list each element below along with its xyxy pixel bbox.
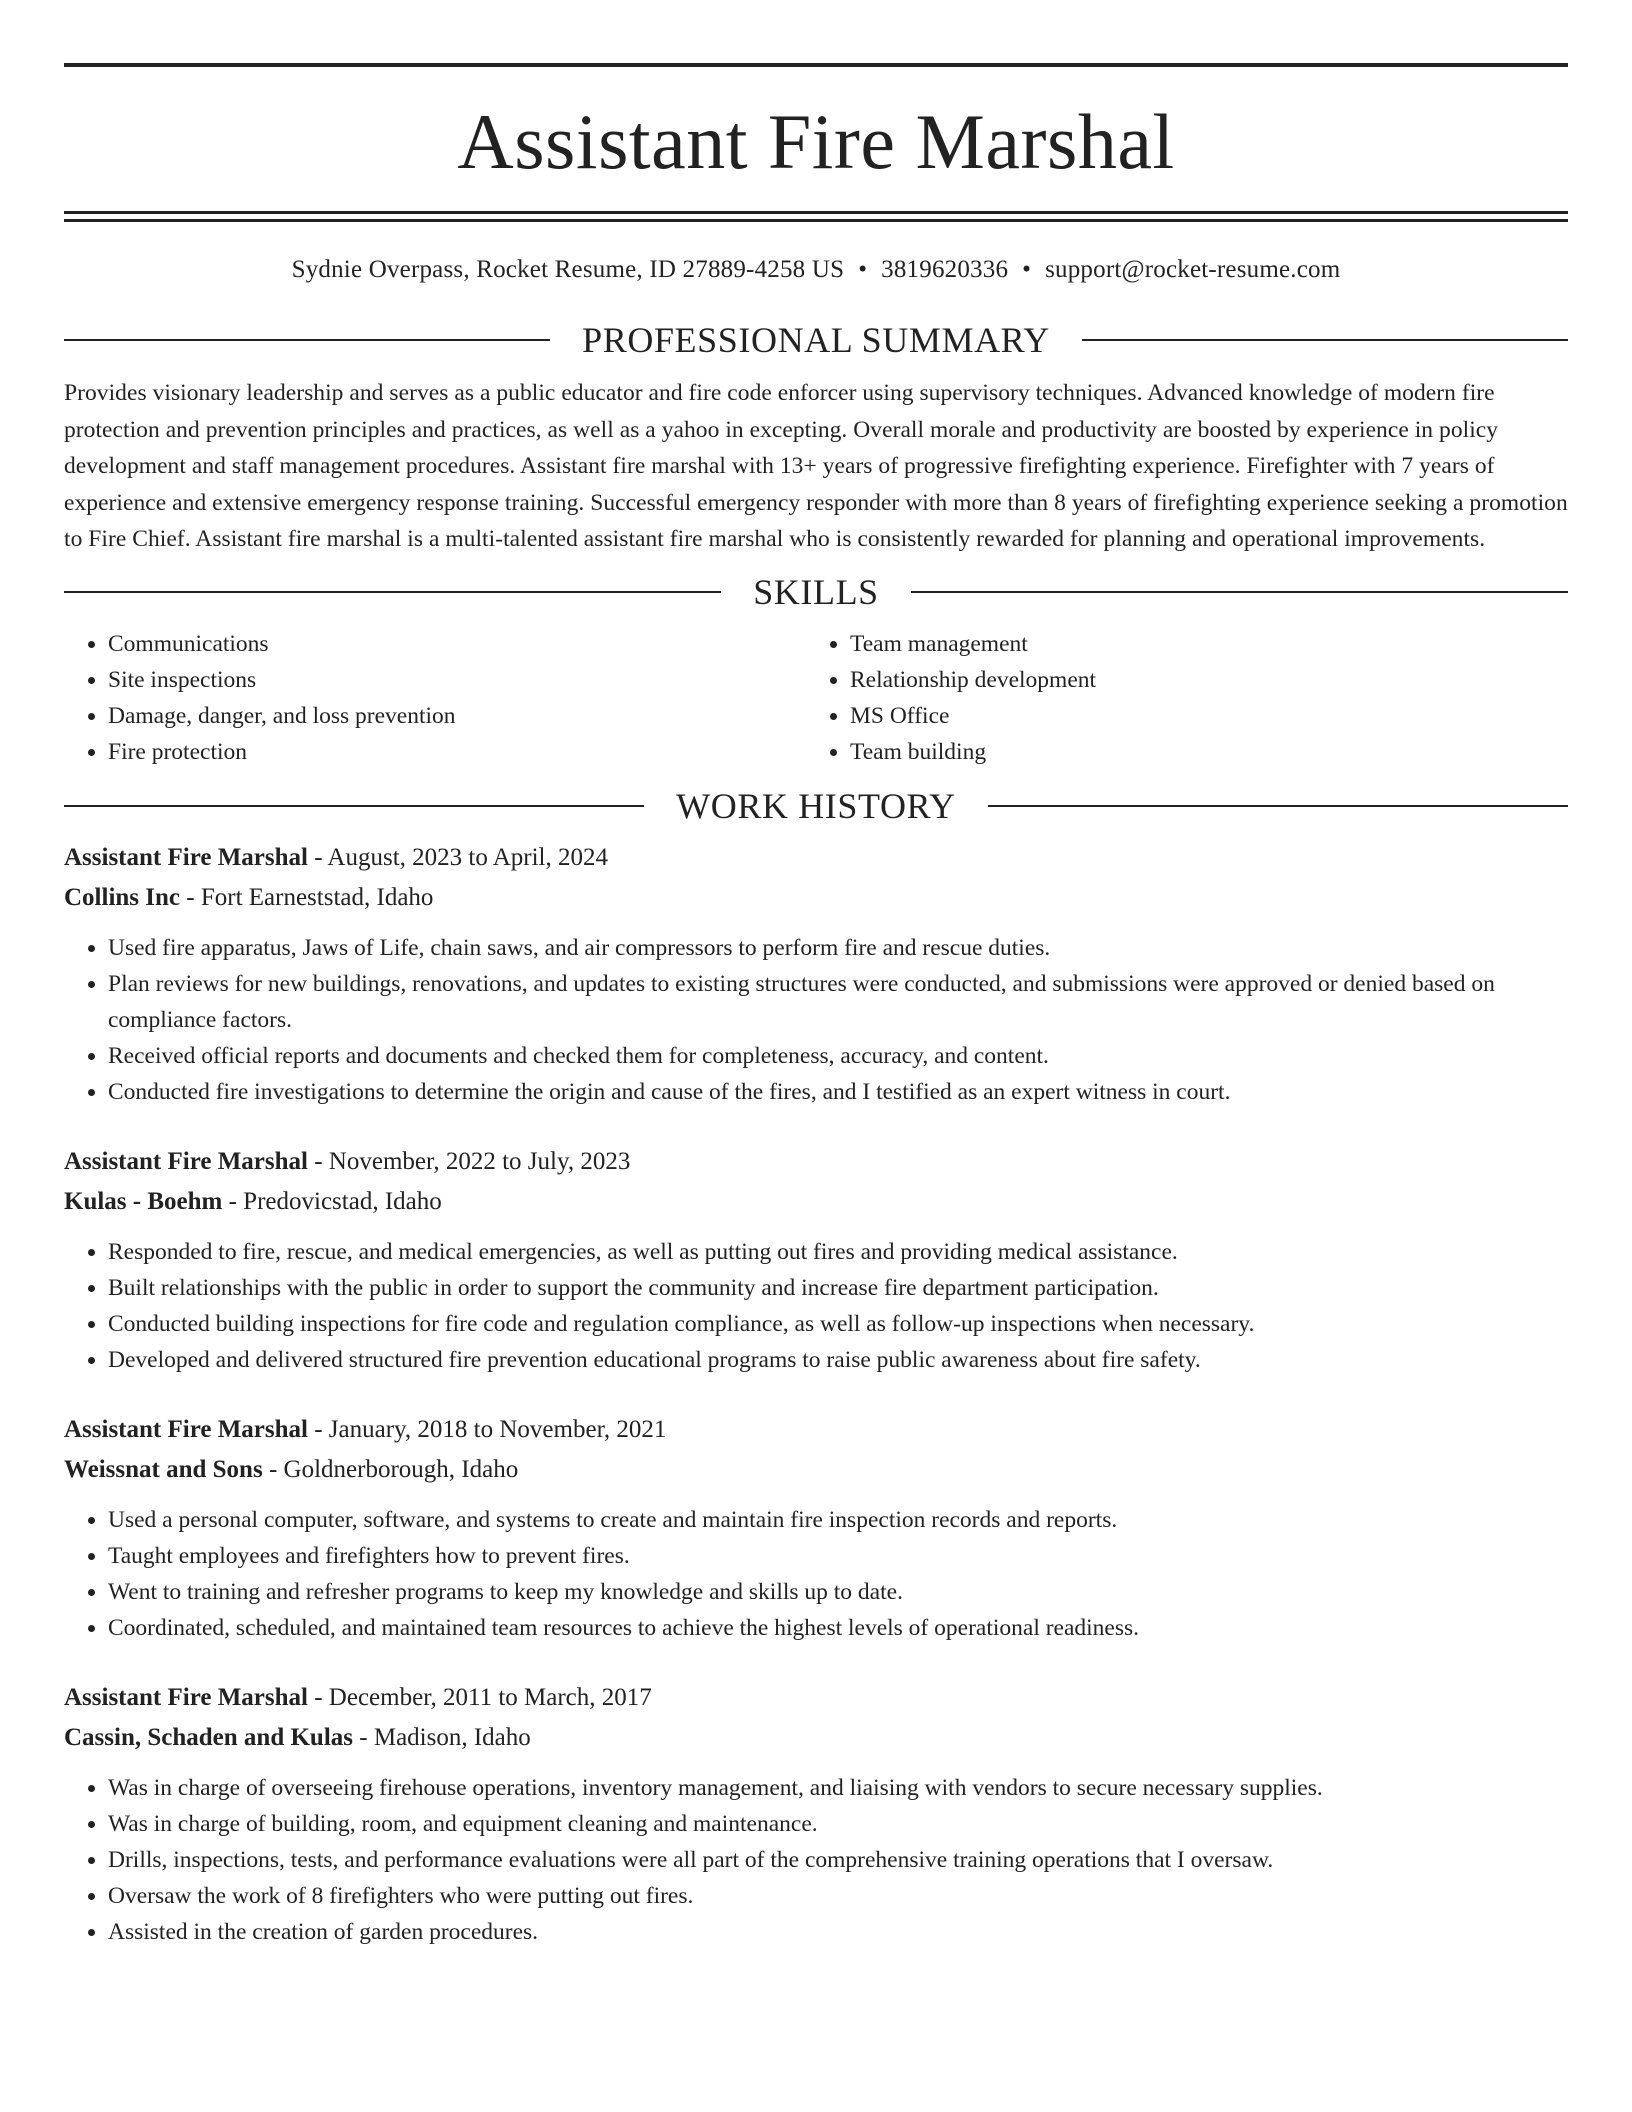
- title-double-rule: [64, 211, 1568, 222]
- job-bullet: • Was in charge of overseeing firehouse operations, inventory management, and liaising with vendors to secure necessary supplies.: [108, 1770, 1568, 1806]
- skill-item: • Fire protection: [108, 734, 806, 770]
- job-entry: [64, 1678, 1568, 1950]
- work-heading: [64, 785, 1568, 826]
- job-bullet: • Oversaw the work of 8 firefighters who were putting out fires.: [108, 1878, 1568, 1914]
- job-bullet: • Coordinated, scheduled, and maintained team resources to achieve the highest levels of operational readiness.: [108, 1610, 1568, 1646]
- job-bullet: • Developed and delivered structured fire prevention educational programs to raise public awareness about fire safety.: [108, 1342, 1568, 1378]
- job-title: Assistant Fire Marshal: [64, 1415, 308, 1443]
- resume-title: Assistant Fire Marshal: [457, 98, 1175, 185]
- job-title: Assistant Fire Marshal: [64, 843, 308, 871]
- job-company: Cassin, Schaden and Kulas: [64, 1723, 354, 1751]
- job-company-line: [64, 1718, 1568, 1758]
- skill-item: • Communications: [108, 626, 806, 662]
- job-bullet: • Conducted building inspections for fire code and regulation compliance, as well as follow-up inspections when necessary.: [108, 1306, 1568, 1342]
- heading-rule: [64, 591, 721, 593]
- job-title-line: [64, 838, 1568, 878]
- job-location: - Predovicstad, Idaho: [222, 1187, 442, 1215]
- job-bullet: • Assisted in the creation of garden procedures.: [108, 1914, 1568, 1950]
- heading-rule: [64, 339, 550, 341]
- job-title: Assistant Fire Marshal: [64, 1147, 308, 1175]
- summary-heading-label: PROFESSIONAL SUMMARY: [582, 320, 1050, 360]
- job-bullet: • Built relationships with the public in order to support the community and increase fire department participation.: [108, 1270, 1568, 1306]
- skill-item: • Site inspections: [108, 662, 806, 698]
- job-bullet: • Used a personal computer, software, and systems to create and maintain fire inspection records and reports.: [108, 1502, 1568, 1538]
- job-location: - Madison, Idaho: [353, 1723, 531, 1751]
- job-company: Collins Inc: [64, 883, 181, 911]
- job-company: Weissnat and Sons: [64, 1455, 263, 1483]
- skills-column-left: [64, 626, 806, 770]
- job-company: Kulas - Boehm: [64, 1187, 223, 1215]
- job-bullet: • Was in charge of building, room, and equipment cleaning and maintenance.: [108, 1806, 1568, 1842]
- contact-address: Sydnie Overpass, Rocket Resume, ID 27889-4258 US: [291, 256, 845, 283]
- heading-rule: [911, 591, 1568, 593]
- job-bullet: • Responded to fire, rescue, and medical emergencies, as well as putting out fires and providing medical assistance.: [108, 1234, 1568, 1270]
- skill-item: • Relationship development: [850, 662, 1548, 698]
- contact-phone: 3819620336: [881, 256, 1009, 283]
- job-bullet: • Used fire apparatus, Jaws of Life, chain saws, and air compressors to perform fire and rescue duties.: [108, 930, 1568, 966]
- contact-email: support@rocket-resume.com: [1045, 256, 1341, 283]
- work-heading-label: WORK HISTORY: [676, 785, 956, 826]
- summary-heading: [64, 322, 1568, 358]
- skill-item: • MS Office: [850, 698, 1548, 734]
- contact-line: [64, 257, 1568, 282]
- job-dates: - December, 2011 to March, 2017: [307, 1683, 652, 1711]
- contact-separator: •: [1022, 256, 1032, 283]
- job-company-line: [64, 1450, 1568, 1490]
- job-company-line: [64, 1182, 1568, 1222]
- skills-heading-label: SKILLS: [753, 571, 879, 612]
- skill-item: • Damage, danger, and loss prevention: [108, 698, 806, 734]
- contact-separator: •: [858, 256, 868, 283]
- job-bullets: [64, 1234, 1568, 1378]
- job-company-line: [64, 878, 1568, 918]
- job-title-line: [64, 1678, 1568, 1718]
- skills-heading: [64, 571, 1568, 612]
- heading-rule: [1082, 339, 1568, 341]
- skills-column-right: [806, 626, 1548, 770]
- job-title: Assistant Fire Marshal: [64, 1683, 308, 1711]
- job-dates: - January, 2018 to November, 2021: [307, 1415, 667, 1443]
- job-bullet: • Taught employees and firefighters how to prevent fires.: [108, 1538, 1568, 1574]
- job-entry: [64, 1142, 1568, 1378]
- job-bullet: • Conducted fire investigations to determine the origin and cause of the fires, and I testified as an expert witness in court.: [108, 1074, 1568, 1110]
- job-entry: [64, 1410, 1568, 1646]
- job-entry: [64, 838, 1568, 1110]
- job-location: - Fort Earneststad, Idaho: [180, 883, 434, 911]
- job-bullets: [64, 1770, 1568, 1950]
- job-bullets: [64, 1502, 1568, 1646]
- summary-text: Provides visionary leadership and serves as a public educator and fire code enforcer using supervisory techniques. Advanced knowledge of modern fire protection and prevention principles and practices, as well as a yahoo in excepting. Overall morale and productivity are boosted by experience in policy development and staff management procedures. Assistant fire marshal with 13+ years of progressive firefighting experience. Firefighter with 7 years of experience and extensive emergency response training. Successful emergency responder with more than 8 years of firefighting experience seeking a promotion to Fire Chief. Assistant fire marshal is a multi-talented assistant fire marshal who is consistently rewarded for planning and operational improvements.: [64, 380, 1568, 552]
- job-bullet: • Went to training and refresher programs to keep my knowledge and skills up to date.: [108, 1574, 1568, 1610]
- skill-item: • Team management: [850, 626, 1548, 662]
- heading-rule: [64, 805, 644, 807]
- job-dates: - August, 2023 to April, 2024: [307, 843, 608, 871]
- skill-item: • Team building: [850, 734, 1548, 770]
- skills-list: [64, 626, 1568, 770]
- top-rule: [64, 63, 1568, 67]
- job-dates: - November, 2022 to July, 2023: [307, 1147, 631, 1175]
- job-title-line: [64, 1142, 1568, 1182]
- job-bullet: • Received official reports and documents and checked them for completeness, accuracy, and content.: [108, 1038, 1568, 1074]
- job-bullet: • Drills, inspections, tests, and performance evaluations were all part of the comprehensive training operations that I oversaw.: [108, 1842, 1568, 1878]
- heading-rule: [988, 805, 1568, 807]
- job-bullet: • Plan reviews for new buildings, renovations, and updates to existing structures were conducted, and submissions were approved or denied based on compliance factors.: [108, 966, 1568, 1038]
- job-title-line: [64, 1410, 1568, 1450]
- job-bullets: [64, 930, 1568, 1110]
- job-location: - Goldnerborough, Idaho: [262, 1455, 519, 1483]
